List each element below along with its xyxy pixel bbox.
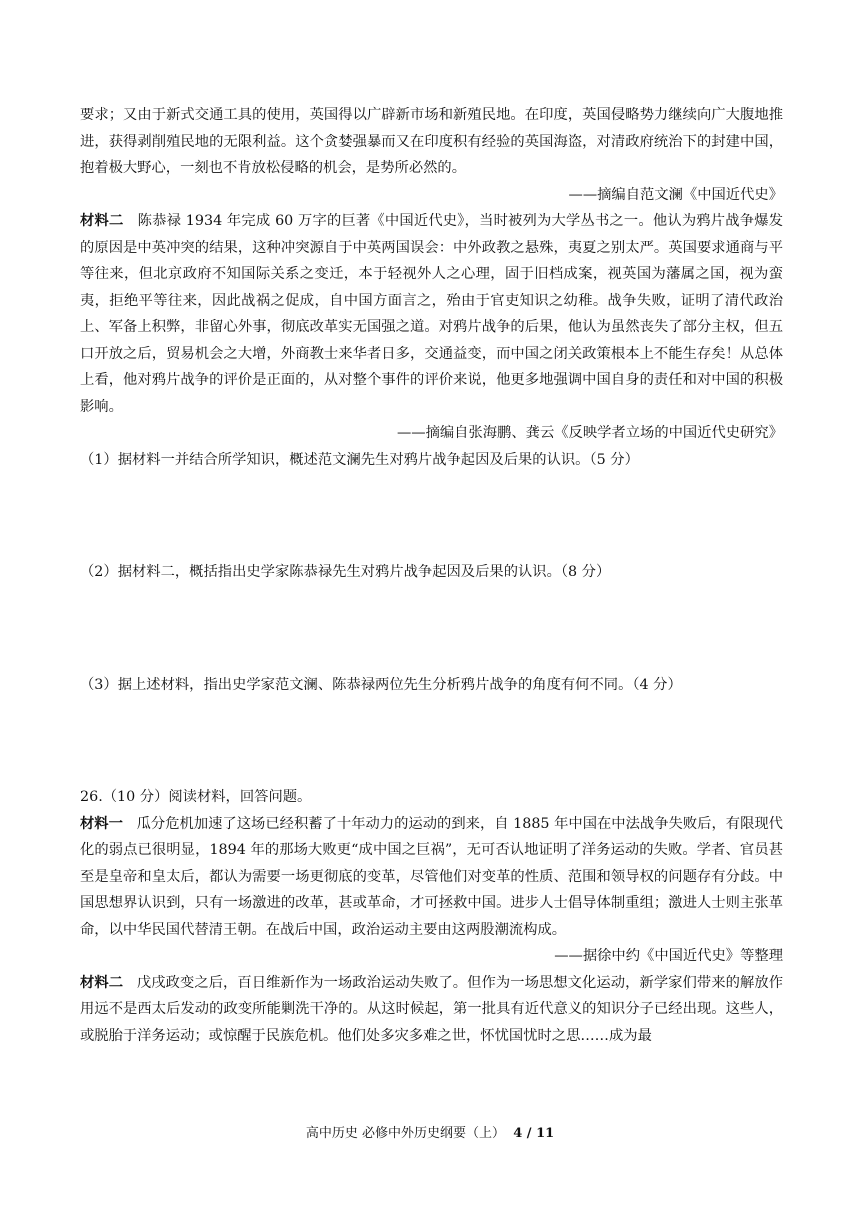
q26-material-one-text: 瓜分危机加速了这场已经积蓄了十年动力的运动的到来，自 1885 年中国在中法战争失败后，有限现代化的弱点已很明显，1894 年的那场大败更“成中国之巨祸”，无可否认地证明了洋务运动的失败。学者、官员甚至是皇帝和皇太后，都认为需要一场更彻底的变革，尽管他们对变革的性质、范围和领导权的问题存有分歧。中国思想界认识到，只有一场激进的改革，甚或革命，才可拯救中国。进步人士倡导体制重组；激进人士则主张革命，以中华民国代替清王朝。在战后中国，政治运动主要由这两股潮流构成。 <box>80 815 783 938</box>
footer-title: 高中历史 必修中外历史纲要（上） <box>305 1126 505 1141</box>
q26-material-two-label: 材料二 <box>80 974 124 991</box>
q26-material-one-source: ——据徐中约《中国近代史》等整理 <box>554 948 783 964</box>
question-2: （2）据材料二，概括指出史学家陈恭禄先生对鸦片战争起因及后果的认识。（8 分） <box>80 564 611 580</box>
page-number: 4 / 11 <box>513 1126 555 1141</box>
question-1: （1）据材料一并结合所学知识，概述范文澜先生对鸦片战争起因及后果的认识。（5 分） <box>80 451 639 468</box>
q26-material-one-label: 材料一 <box>80 815 123 832</box>
material-one-source: ——摘编自范文澜《中国近代史》 <box>568 186 783 203</box>
page-content <box>80 102 783 1049</box>
material-two-label: 材料二 <box>80 213 124 229</box>
answer-space-2 <box>80 586 783 672</box>
material-two-text: 陈恭禄 1934 年完成 60 万字的巨著《中国近代史》，当时被列为大学丛书之一。他认为鸦片战争爆发的原因是中英冲突的结果，这种冲突源自于中英两国误会：中外政教之悬殊，夷夏之别太严。英国要求通商与平等往来，但北京政府不知国际关系之变迁，本于轻视外人之心理，固于旧档成案，视英国为藩属之国，视为蛮夷，拒绝平等往来，因此战祸之促成，自中国方面言之，殆由于官吏知识之幼稚。战争失败，证明了清代政治上、军备上积弊，非留心外事，彻底改革实无国强之道。对鸦片战争的后果，他认为虽然丧失了部分主权，但五口开放之后，贸易机会之大增，外商教士来华者日多，交通益变，而中国之闭关政策根本上不能生存矣！从总体上看，他对鸦片战争的评价是正面的，从对整个事件的评价来说，他更多地强调中国自身的责任和对中国的积极影响。 <box>80 213 784 415</box>
material-one-continued-paragraph: 要求；又由于新式交通工具的使用，英国得以广辟新市场和新殖民地。在印度，英国侵略势力继续向广大腹地推进，获得剥削殖民地的无限利益。这个贪婪强暴而又在印度积有经验的英国海盗，对清政府统治下的封建中国，抱着极大野心，一刻也不肯放松侵略的机会，是势所必然的。 <box>80 107 783 176</box>
q26-material-two-paragraph <box>80 970 783 1050</box>
material-two-source: ——摘编自张海鹏、龚云《反映学者立场的中国近代史研究》 <box>396 425 783 441</box>
q26-material-one-paragraph <box>80 811 783 944</box>
answer-space-3 <box>80 698 783 784</box>
material-two-paragraph <box>80 208 783 420</box>
question-3: （3）据上述材料，指出史学家范文澜、陈恭禄两位先生分析鸦片战争的角度有何不同。（4 分） <box>80 676 682 693</box>
answer-space-1 <box>80 473 783 559</box>
q26-material-two-text: 戊戌政变之后，百日维新作为一场政治运动失败了。但作为一场思想文化运动，新学家们带来的解放作用远不是西太后发动的政变所能剿洗干净的。从这时候起，第一批具有近代意义的知识分子已经出现。这些人，或脱胎于洋务运动；或惊醒于民族危机。他们处多灾多难之世，怀忧国忧时之思……成为最 <box>80 974 783 1044</box>
page-footer <box>0 1122 860 1141</box>
question-26-header: 26.（10 分）阅读材料，回答问题。 <box>80 789 312 805</box>
